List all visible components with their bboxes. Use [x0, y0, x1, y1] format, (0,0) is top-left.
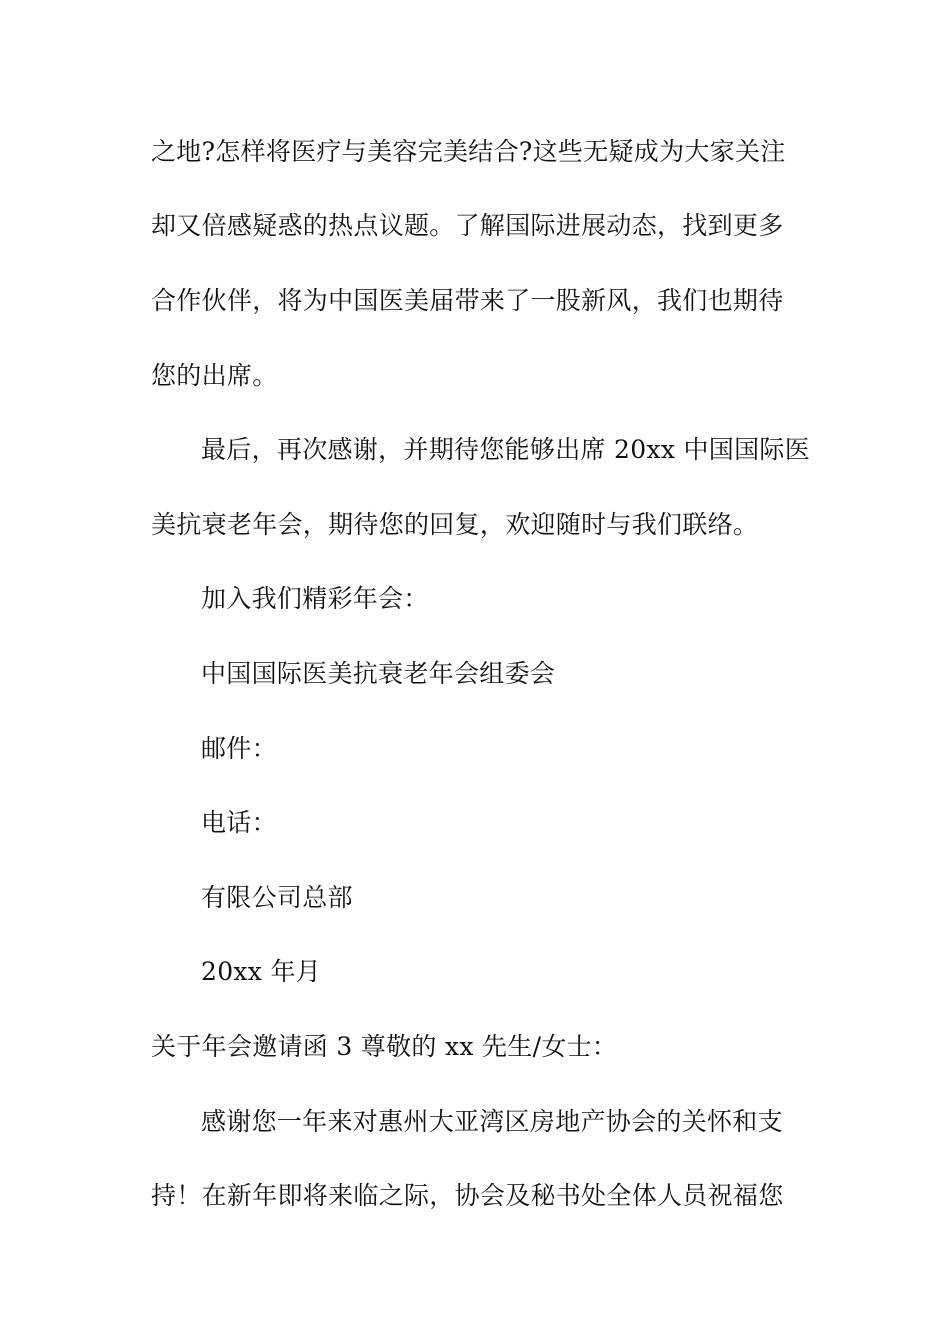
paragraph-line: 合作伙伴，将为中国医美届带来了一股新风，我们也期待	[151, 286, 784, 315]
phone-label: 电话：	[201, 808, 277, 837]
company-name: 有限公司总部	[201, 883, 353, 912]
paragraph-line: 美抗衰老年会，期待您的回复，欢迎随时与我们联络。	[151, 510, 759, 539]
organizer-name: 中国国际医美抗衰老年会组委会	[201, 659, 556, 688]
paragraph-line: 却又倍感疑惑的热点议题。了解国际进展动态，找到更多	[151, 211, 784, 240]
paragraph-line: 持！在新年即将来临之际，协会及秘书处全体人员祝福您	[151, 1181, 784, 1210]
paragraph-line: 您的出席。	[151, 361, 278, 390]
section-title: 关于年会邀请函 3 尊敬的 xx 先生/女士：	[151, 1032, 618, 1061]
paragraph-line: 感谢您一年来对惠州大亚湾区房地产协会的关怀和支	[201, 1107, 783, 1136]
paragraph-line: 之地?怎样将医疗与美容完美结合?这些无疑成为大家关注	[151, 137, 786, 166]
date-line: 20xx 年月	[201, 957, 322, 986]
email-label: 邮件：	[201, 734, 277, 763]
signature-heading: 加入我们精彩年会：	[201, 584, 429, 613]
paragraph-line: 最后，再次感谢，并期待您能够出席 20xx 中国国际医	[201, 435, 811, 464]
